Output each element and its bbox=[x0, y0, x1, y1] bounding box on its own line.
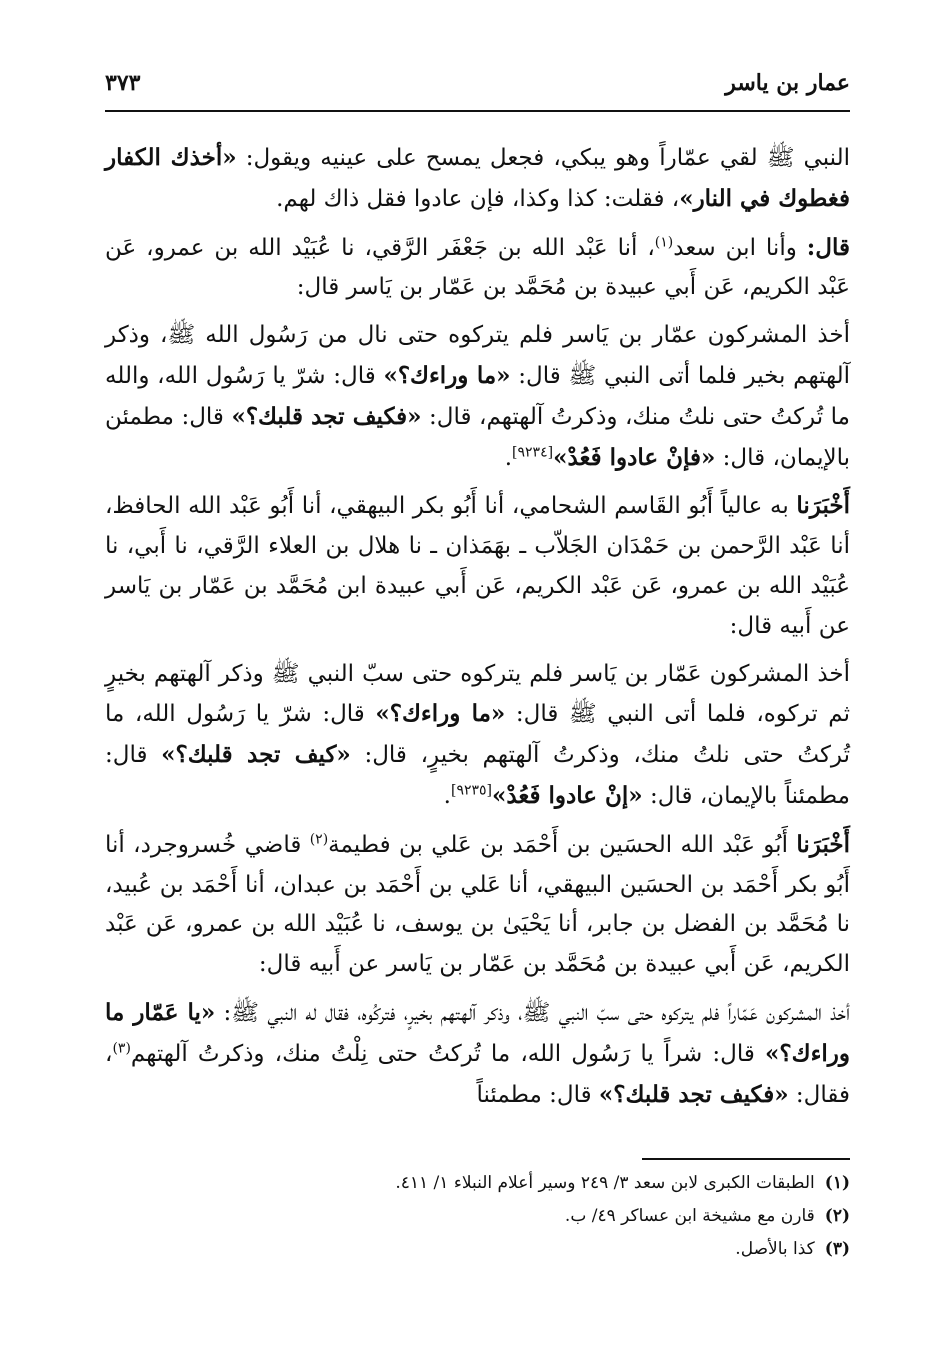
footnote-marker: (٢) bbox=[309, 831, 329, 848]
text-run: قال: شراً يا رَسُول الله، ما تُركتُ حتى نِلْتُ منك، وذكرتُ آلهتهم bbox=[130, 1040, 766, 1067]
header-rule bbox=[105, 110, 850, 112]
hadith-quote: «أخذك الكفار فغطوك في النار» bbox=[105, 144, 850, 212]
footnote-item bbox=[105, 1233, 850, 1266]
hadith-quote: «ما وراءك؟» bbox=[383, 361, 511, 389]
paragraph-5 bbox=[105, 655, 850, 817]
hadith-quote: «فكيف تجد قلبك؟» bbox=[598, 1080, 789, 1108]
footnote-number: (٣) bbox=[824, 1239, 850, 1259]
paragraph-4 bbox=[105, 486, 850, 646]
footnote-number: (١) bbox=[824, 1173, 850, 1193]
text-run: أخذ المشركون عَمّاراً فلم يتركوه حتى سبّ النبي ﷺ، وذكر آلهتهم بخيرٍ، فتركُوه، فقال له النبي ﷺ: bbox=[215, 999, 850, 1026]
text-run: . bbox=[443, 782, 451, 809]
paragraph-3 bbox=[105, 316, 850, 478]
running-title: عمار بن ياسر bbox=[725, 70, 850, 96]
page-header bbox=[105, 66, 850, 104]
text-run: ، فقلت: كذا وكذا، فإن عادوا فقل ذاك لهم. bbox=[276, 185, 680, 212]
paragraph-6 bbox=[105, 825, 850, 985]
text-run: أخذ المشركون عَمّار بن يَاسر فلم يتركوه حتى سبّ النبي ﷺ وذكر آلهتهم بخيرٍ ثم تركوه، فلما أتى النبي ﷺ قال: bbox=[105, 660, 851, 728]
text-run: قال: مطمئناً bbox=[476, 1081, 599, 1108]
text-run: قال: شرّ يا رَسُول الله، ما تُركتُ حتى نلتُ منك، وذكرتُ آلهتهم بخيرٍ، قال: bbox=[105, 701, 850, 769]
footnote-marker: (١) bbox=[654, 233, 674, 250]
hadith-quote: «إنْ عادوا فَعُدْ» bbox=[491, 781, 643, 809]
main-text bbox=[105, 138, 850, 1123]
page-number: ٣٧٣ bbox=[105, 70, 141, 96]
paragraph-2 bbox=[105, 228, 850, 309]
text-run: قال: مطمئن بالإيمان، قال: bbox=[105, 403, 850, 471]
paragraph-lead-word: أَخْبَرَنا bbox=[796, 830, 850, 858]
paragraph-1 bbox=[105, 138, 850, 220]
text-run: به عالياً أَبُو القَاسم الشحامي، أنا أَبُو بكر البيهقي، أنا أَبُو عَبْد الله الحافظ، أنا عَبْد الرَّحمن بن حَمْدَان الجَلاّب ـ بهَمَذان ـ نا هلال بن العلاء الرَّقي، نا أَبي، نا عُبَيْد الله بن عمرو، عَن عَبْد الكريم، عَن أَبي عبيدة ابن مُحَمَّد بن عَمّار بن يَاسر عن أَبيه قال: bbox=[105, 493, 850, 639]
text-run: أَبُو عَبْد الله الحسَين بن أَحْمَد بن عَلي بن فطيمة bbox=[328, 831, 797, 858]
text-run: ، أنا عَبْد الله بن جَعْفَر الرَّقي، نا عُبَيْد الله بن عمرو، عَن عَبْد الكريم، عَن أَبي عبيدة بن مُحَمَّد بن عَمّار بن يَاسر قال: bbox=[105, 234, 850, 301]
text-run: النبي ﷺ لقي عمّاراً وهو يبكي، فجعل يمسح على عينيه ويقول: bbox=[236, 145, 850, 171]
hadith-quote: «فإنْ عادوا فَعُدْ» bbox=[553, 443, 716, 471]
text-run: أخذ المشركون عمّار بن يَاسر فلم يتركوه حتى نال من رَسُول الله ﷺ، وذكر آلهتهم بخير فلما أتى النبي ﷺ قال: bbox=[105, 322, 850, 389]
footnote-text: الطبقات الكبرى لابن سعد ٣/ ٢٤٩ وسير أعلام النبلاء ١/ ٤١١. bbox=[395, 1173, 815, 1193]
hadith-number: [٩٢٣٤] bbox=[512, 443, 554, 460]
footnote-item bbox=[105, 1167, 850, 1200]
text-run: ، فقال: bbox=[105, 1040, 850, 1108]
hadith-quote: «ما وراءك؟» bbox=[375, 700, 506, 728]
footnotes bbox=[105, 1167, 850, 1266]
footnote-item bbox=[105, 1200, 850, 1233]
text-run: قال: مطمئناً بالإيمان، قال: bbox=[105, 742, 850, 809]
text-run: وأنا ابن سعد bbox=[673, 234, 807, 261]
paragraph-lead-word: قال: bbox=[806, 233, 850, 261]
paragraph-7 bbox=[105, 993, 850, 1115]
footnote-separator bbox=[642, 1158, 850, 1160]
hadith-quote: «فكيف تجد قلبك؟» bbox=[231, 402, 422, 430]
text-run: قال: شرّ يا رَسُول الله، والله ما تُركتُ حتى نلتُ منك، وذكرتُ آلهتهم، قال: bbox=[105, 362, 850, 430]
hadith-number: [٩٢٣٥] bbox=[450, 782, 492, 799]
footnote-number: (٢) bbox=[824, 1206, 850, 1226]
footnote-text: كذا بالأصل. bbox=[735, 1239, 815, 1259]
hadith-quote: «يا عَمّار ما وراءك؟» bbox=[105, 998, 850, 1067]
text-run: . bbox=[504, 444, 513, 471]
hadith-quote: «كيف تجد قلبك؟» bbox=[161, 741, 351, 769]
footnote-marker: (٣) bbox=[112, 1040, 131, 1057]
footnote-text: قارن مع مشيخة ابن عساكر ٤٩/ ب. bbox=[564, 1206, 815, 1226]
text-run: قاضي خُسروجرد، أنا أَبُو بكر أَحْمَد بن الحسَين البيهقي، أنا عَلي بن أَحْمَد بن عبدان، أنا أَحْمَد بن عُبيد، نا مُحَمَّد بن الفضل بن جابر، أنا يَحْيَىٰ بن يوسف، نا عُبَيْد الله بن عمرو، عَن عَبْد الكريم، عَن أَبي عبيدة بن مُحَمَّد بن عَمّار بن يَاسر عن أَبيه قال: bbox=[105, 831, 850, 978]
paragraph-lead-word: أَخْبَرَنا bbox=[796, 492, 850, 520]
